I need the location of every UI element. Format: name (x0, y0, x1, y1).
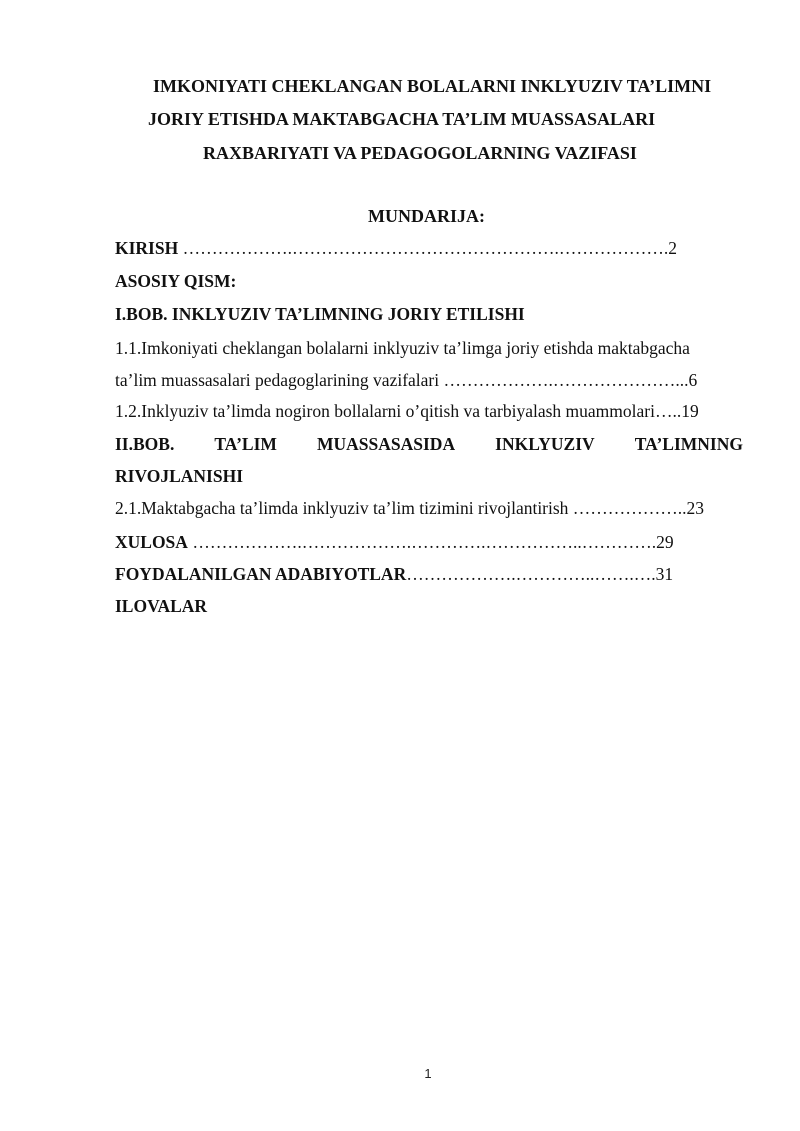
toc-entry-xulosa (115, 532, 674, 553)
toc-entry-1-1-line-1: 1.1.Imkoniyati cheklangan bolalarni inklyuziv ta’limga joriy etishda maktabgacha (115, 338, 690, 358)
toc-entry-leader: ……………….……………….………….……………..………….29 (187, 532, 674, 552)
document-title-line-1: IMKONIYATI CHEKLANGAN BOLALARNI INKLYUZIV TA’LIMNI (153, 76, 712, 96)
toc-entry-1-1-line-2: ta’lim muassasalari pedagoglarining vazifalari ……………….…………………...6 (115, 370, 698, 390)
toc-entry-kirish (115, 238, 677, 259)
toc-entry-label: XULOSA (115, 532, 188, 552)
toc-chapter-2-word: MUASSASASIDA (317, 434, 456, 454)
toc-entry-ilovalar: ILOVALAR (115, 596, 208, 616)
toc-entry-asosiy-qism: ASOSIY QISM: (115, 271, 237, 291)
toc-entry-label: KIRISH (115, 238, 179, 258)
toc-chapter-2-word: INKLYUZIV (495, 434, 595, 454)
toc-chapter-2-word: II.BOB. (115, 434, 175, 454)
toc-entry-chapter-2-line-2: RIVOJLANISHI (115, 466, 244, 486)
document-title-line-3: RAXBARIYATI VA PEDAGOGOLARNING VAZIFASI (203, 143, 637, 163)
toc-entry-label: FOYDALANILGAN ADABIYOTLAR (115, 564, 407, 584)
toc-entry-chapter-2-line-1 (115, 434, 743, 455)
page-number: 1 (424, 1066, 432, 1081)
toc-entry-chapter-1: I.BOB. INKLYUZIV TA’LIMNING JORIY ETILISHI (115, 304, 525, 324)
toc-chapter-2-word: TA’LIM (214, 434, 277, 454)
document-title-line-2: JORIY ETISHDA MAKTABGACHA TA’LIM MUASSASALARI (148, 109, 656, 129)
toc-entry-foydalanilgan-adabiyotlar (115, 564, 673, 585)
toc-entry-leader: ……………….…………..…….….31 (406, 564, 674, 584)
toc-entry-1-2: 1.2.Inklyuziv ta’limda nogiron bollalarni o’qitish va tarbiyalash muammolari…..19 (115, 401, 699, 421)
toc-heading: MUNDARIJA: (368, 206, 485, 226)
toc-entry-leader: ……………….……………………………………….……………….2 (178, 238, 677, 258)
toc-chapter-2-word: TA’LIMNING (634, 434, 743, 454)
toc-entry-2-1: 2.1.Maktabgacha ta’limda inklyuziv ta’lim tizimini rivojlantirish ………………..23 (115, 498, 705, 518)
